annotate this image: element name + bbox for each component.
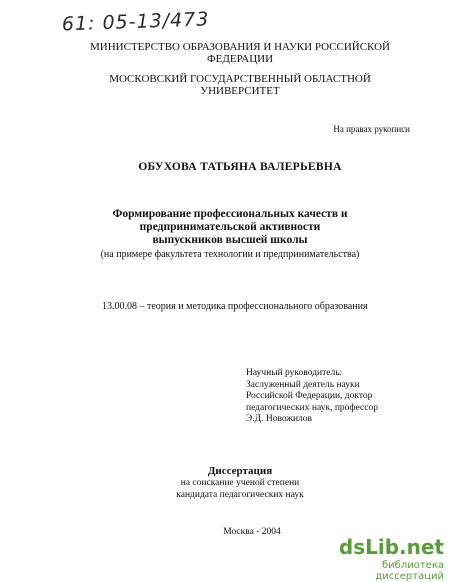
title-line-1: Формирование профессиональных качеств и [112, 208, 348, 220]
degree-statement [140, 478, 340, 501]
university-header [100, 73, 380, 97]
dissertation-title [60, 208, 400, 247]
advisor-line-2: Заслуженный деятель науки [246, 379, 360, 390]
university-line-1: МОСКОВСКИЙ ГОСУДАРСТВЕННЫЙ ОБЛАСТНОЙ [109, 73, 371, 85]
university-line-2: УНИВЕРСИТЕТ [200, 85, 280, 97]
author-name: ОБУХОВА ТАТЬЯНА ВАЛЕРЬЕВНА [138, 161, 342, 173]
city-year: Москва - 2004 [223, 527, 281, 537]
ministry-line-1: МИНИСТЕРСТВО ОБРАЗОВАНИЯ И НАУКИ РОССИЙСКОЙ [90, 41, 390, 53]
scientific-advisor-block [246, 368, 426, 426]
advisor-line-5: Э.Д. Новожилов [246, 414, 313, 424]
title-line-2: предпринимательской активности [139, 221, 321, 233]
advisor-line-3: Российской Федерации, доктор [246, 391, 373, 401]
ministry-header [80, 41, 400, 65]
ministry-line-2: ФЕДЕРАЦИИ [206, 53, 274, 65]
dissertation-subtitle: (на примере факультета технологии и предпринимательства) [100, 249, 360, 260]
dslib-watermark[interactable] [322, 535, 444, 582]
watermark-logo: dsLib.net [338, 535, 444, 559]
manuscript-rights-note: На правах рукописи [333, 124, 410, 134]
handwritten-catalog-number: 61: 05-13/473 [61, 8, 210, 36]
watermark-tagline: библиотека диссертаций [375, 560, 444, 582]
title-line-3: выпускников высшей школы [152, 234, 308, 246]
degree-line-2: кандидата педагогических наук [176, 489, 304, 500]
degree-line-1: на соискание ученой степени [180, 478, 300, 488]
dissertation-heading: Диссертация [207, 465, 273, 477]
speciality-code: 13.00.08 – теория и методика профессионального образования [102, 301, 368, 312]
advisor-line-1: Научный руководитель: [246, 368, 343, 378]
advisor-line-4: педагогических наук, профессор [246, 402, 378, 413]
